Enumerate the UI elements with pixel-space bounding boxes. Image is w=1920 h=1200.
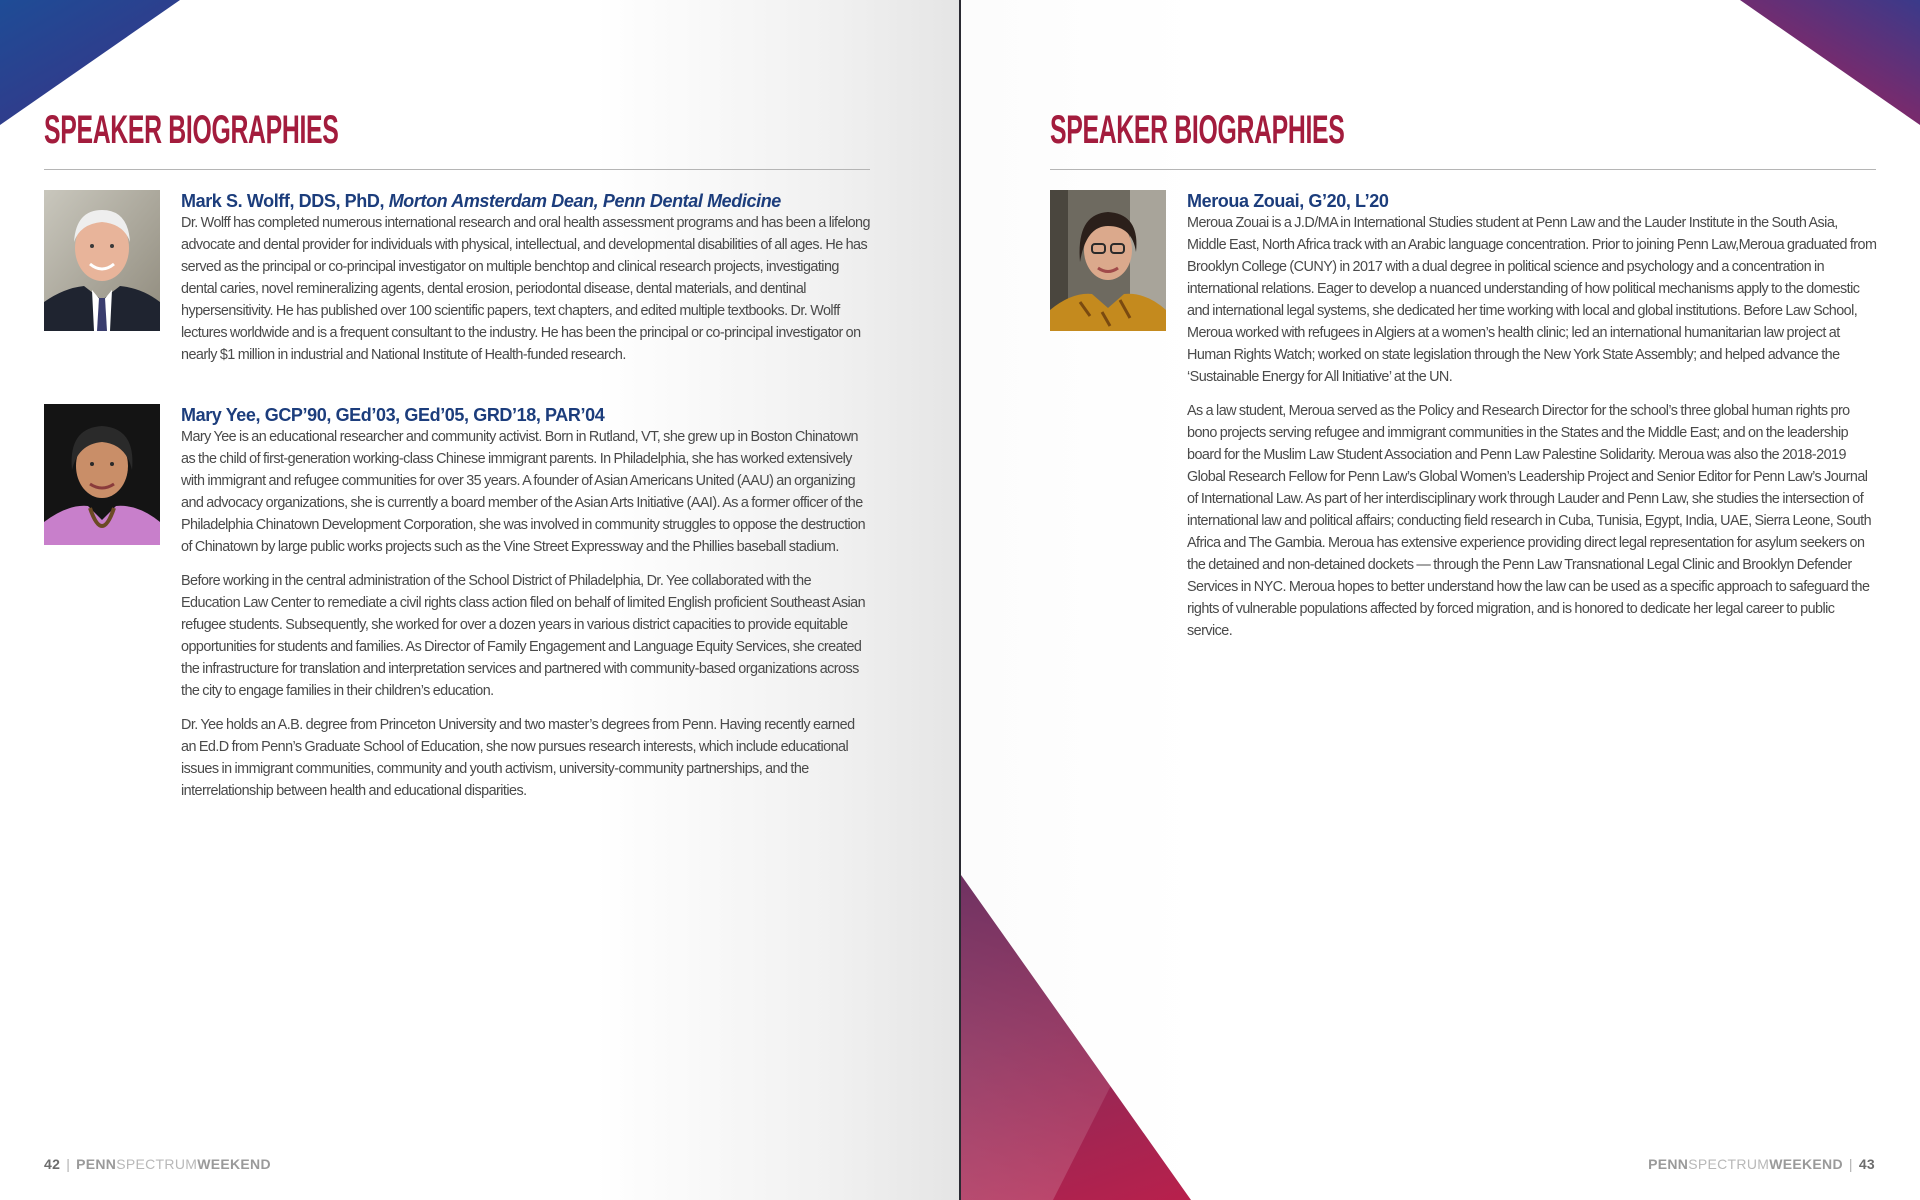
speaker-bio-text [181, 404, 871, 802]
bio-paragraph: Before working in the central administration of the School District of Philadelphia, Dr. Yee collaborated with the Education Law Center to remediate a civil rights class action filed on behalf of limited English proficient Southeast Asian refugee students. Subsequently, she worked for over a dozen years in various district capacities to provide equitable opportunities for students and families. As Director of Family Engagement and Language Equity Services, she created the infrastructure for translation and interpretation services and partnered with community-based organizations across the city to engage families in their children’s education. [181, 573, 866, 699]
bio-paragraph: Meroua Zouai is a J.D/MA in International Studies student at Penn Law and the Lauder Institute in the South Asia, Middle East, North Africa track with an Arabic language concentration. Prior to joining Penn Law,Meroua graduated from Brooklyn College (CUNY) in 2017 with a dual degree in political science and psychology and a concentration in international relations. Eager to develop a nuanced understanding of how political mechanisms apply to the domestic and international legal systems, she dedicated her time working with local and global institutions. Before Law School, Meroua worked with refugees in Algiers at a women’s health clinic; led an international humanitarian law project at Human Rights Watch; worked on state legislation through the New York State Assembly; and helped advance the ‘Sustainable Energy for All Initiative’ at the UN. [1187, 215, 1877, 385]
page-footer [44, 1156, 271, 1172]
speaker-bio [44, 190, 870, 390]
speaker-bio [1050, 190, 1876, 690]
speaker-name [1187, 190, 1877, 212]
speaker-name-text: Mark S. Wolff, DDS, PhD, [181, 191, 385, 211]
speaker-name [181, 404, 871, 426]
corner-triangle-decoration [1740, 0, 1920, 125]
footer-brand-weekend: WEEKEND [197, 1156, 271, 1172]
title-divider [1050, 169, 1876, 170]
speaker-bio [44, 404, 870, 864]
page-footer [1648, 1156, 1875, 1172]
right-page [961, 0, 1920, 1200]
bio-paragraph: As a law student, Meroua served as the Policy and Research Director for the school’s three global human rights pro bono projects serving refugee and immigrant communities in the States and the Middle East; and on the leadership board for the Muslim Law Student Association and Penn Law Palestine Solidarity. Meroua was also the 2018-2019 Global Research Fellow for Penn Law’s Global Women’s Leadership Project and Senior Editor for Penn Law’s Journal of International Law. As part of her interdisciplinary work through Lauder and Penn Law, she studies the intersection of international law and political affairs; conducting field research in Cuba, Tunisia, Egypt, India, UAE, Sierra Leone, South Africa and The Gambia. Meroua has extensive experience providing direct legal representation for asylum seekers on the detained and non-detained dockets — through the Penn Law Transnational Legal Clinic and Brooklyn Defender Services in NYC. Meroua hopes to better understand how the law can be used as a specific approach to safeguard the rights of vulnerable populations affected by forced migration, and is honored to dedicate her legal career to public service. [1187, 403, 1872, 639]
page-title: SPEAKER BIOGRAPHIES [44, 108, 339, 152]
speaker-photo-meroua-zouai [1050, 190, 1166, 331]
speaker-name-text: Mary Yee, GCP’90, GEd’03, GEd’05, GRD’18, PAR’04 [181, 405, 605, 425]
speaker-name-text: Meroua Zouai, G’20, L’20 [1187, 191, 1389, 211]
speaker-photo-mary-yee [44, 404, 160, 545]
footer-brand-spectrum: SPECTRUM [1688, 1156, 1770, 1172]
footer-brand-penn: PENN [1648, 1156, 1689, 1172]
footer-brand-weekend: WEEKEND [1769, 1156, 1843, 1172]
page-number: 42 [44, 1156, 61, 1172]
footer-brand-spectrum: SPECTRUM [116, 1156, 198, 1172]
bio-paragraph: Dr. Wolff has completed numerous international research and oral health assessment programs and has been a lifelong advocate and dental provider for individuals with physical, intellectual, and developmental disabilities of all ages. He has served as the principal or co-principal investigator on multiple benchtop and clinical research projects, investigating dental caries, novel remineralizing agents, dental erosion, periodontal disease, dental materials, and dentinal hypersensitivity. He has published over 100 scientific papers, text chapters, and edited multiple textbooks. Dr. Wolff lectures worldwide and is a frequent consultant to the industry. He has been the principal or co-principal investigator on nearly $1 million in industrial and National Institute of Health-funded research. [181, 215, 870, 363]
footer-separator: | [1848, 1156, 1853, 1172]
speaker-bio-text [181, 190, 871, 366]
speaker-bio-text [1187, 190, 1877, 642]
footer-brand-penn: PENN [76, 1156, 117, 1172]
page-title: SPEAKER BIOGRAPHIES [1050, 108, 1345, 152]
speaker-photo-mark-wolff [44, 190, 160, 331]
bio-paragraph: Dr. Yee holds an A.B. degree from Princeton University and two master’s degrees from Penn. Having recently earned an Ed.D from Penn’s Graduate School of Education, she now pursues research interests, which include educational issues in immigrant communities, community and youth activism, university-community partnerships, and the interrelationship between health and educational disparities. [181, 717, 855, 799]
title-divider [44, 169, 870, 170]
bio-paragraph: Mary Yee is an educational researcher and community activist. Born in Rutland, VT, she grew up in Boston Chinatown as the child of first-generation working-class Chinese immigrant parents. In Philadelphia, she has worked extensively with immigrant and refugee communities for over 35 years. A founder of Asian Americans United (AAU) an organizing and advocacy organizations, she is currently a board member of the Asian Arts Initiative (AAI). As a former officer of the Philadelphia Chinatown Development Corporation, she was involved in community struggles to oppose the destruction of Chinatown by large public works projects such as the Vine Street Expressway and the Phillies baseball stadium. [181, 429, 866, 555]
footer-separator: | [66, 1156, 71, 1172]
speaker-title: Morton Amsterdam Dean, Penn Dental Medicine [388, 191, 781, 211]
speaker-name [181, 190, 871, 212]
page-number: 43 [1858, 1156, 1875, 1172]
corner-triangle-decoration [0, 0, 180, 125]
